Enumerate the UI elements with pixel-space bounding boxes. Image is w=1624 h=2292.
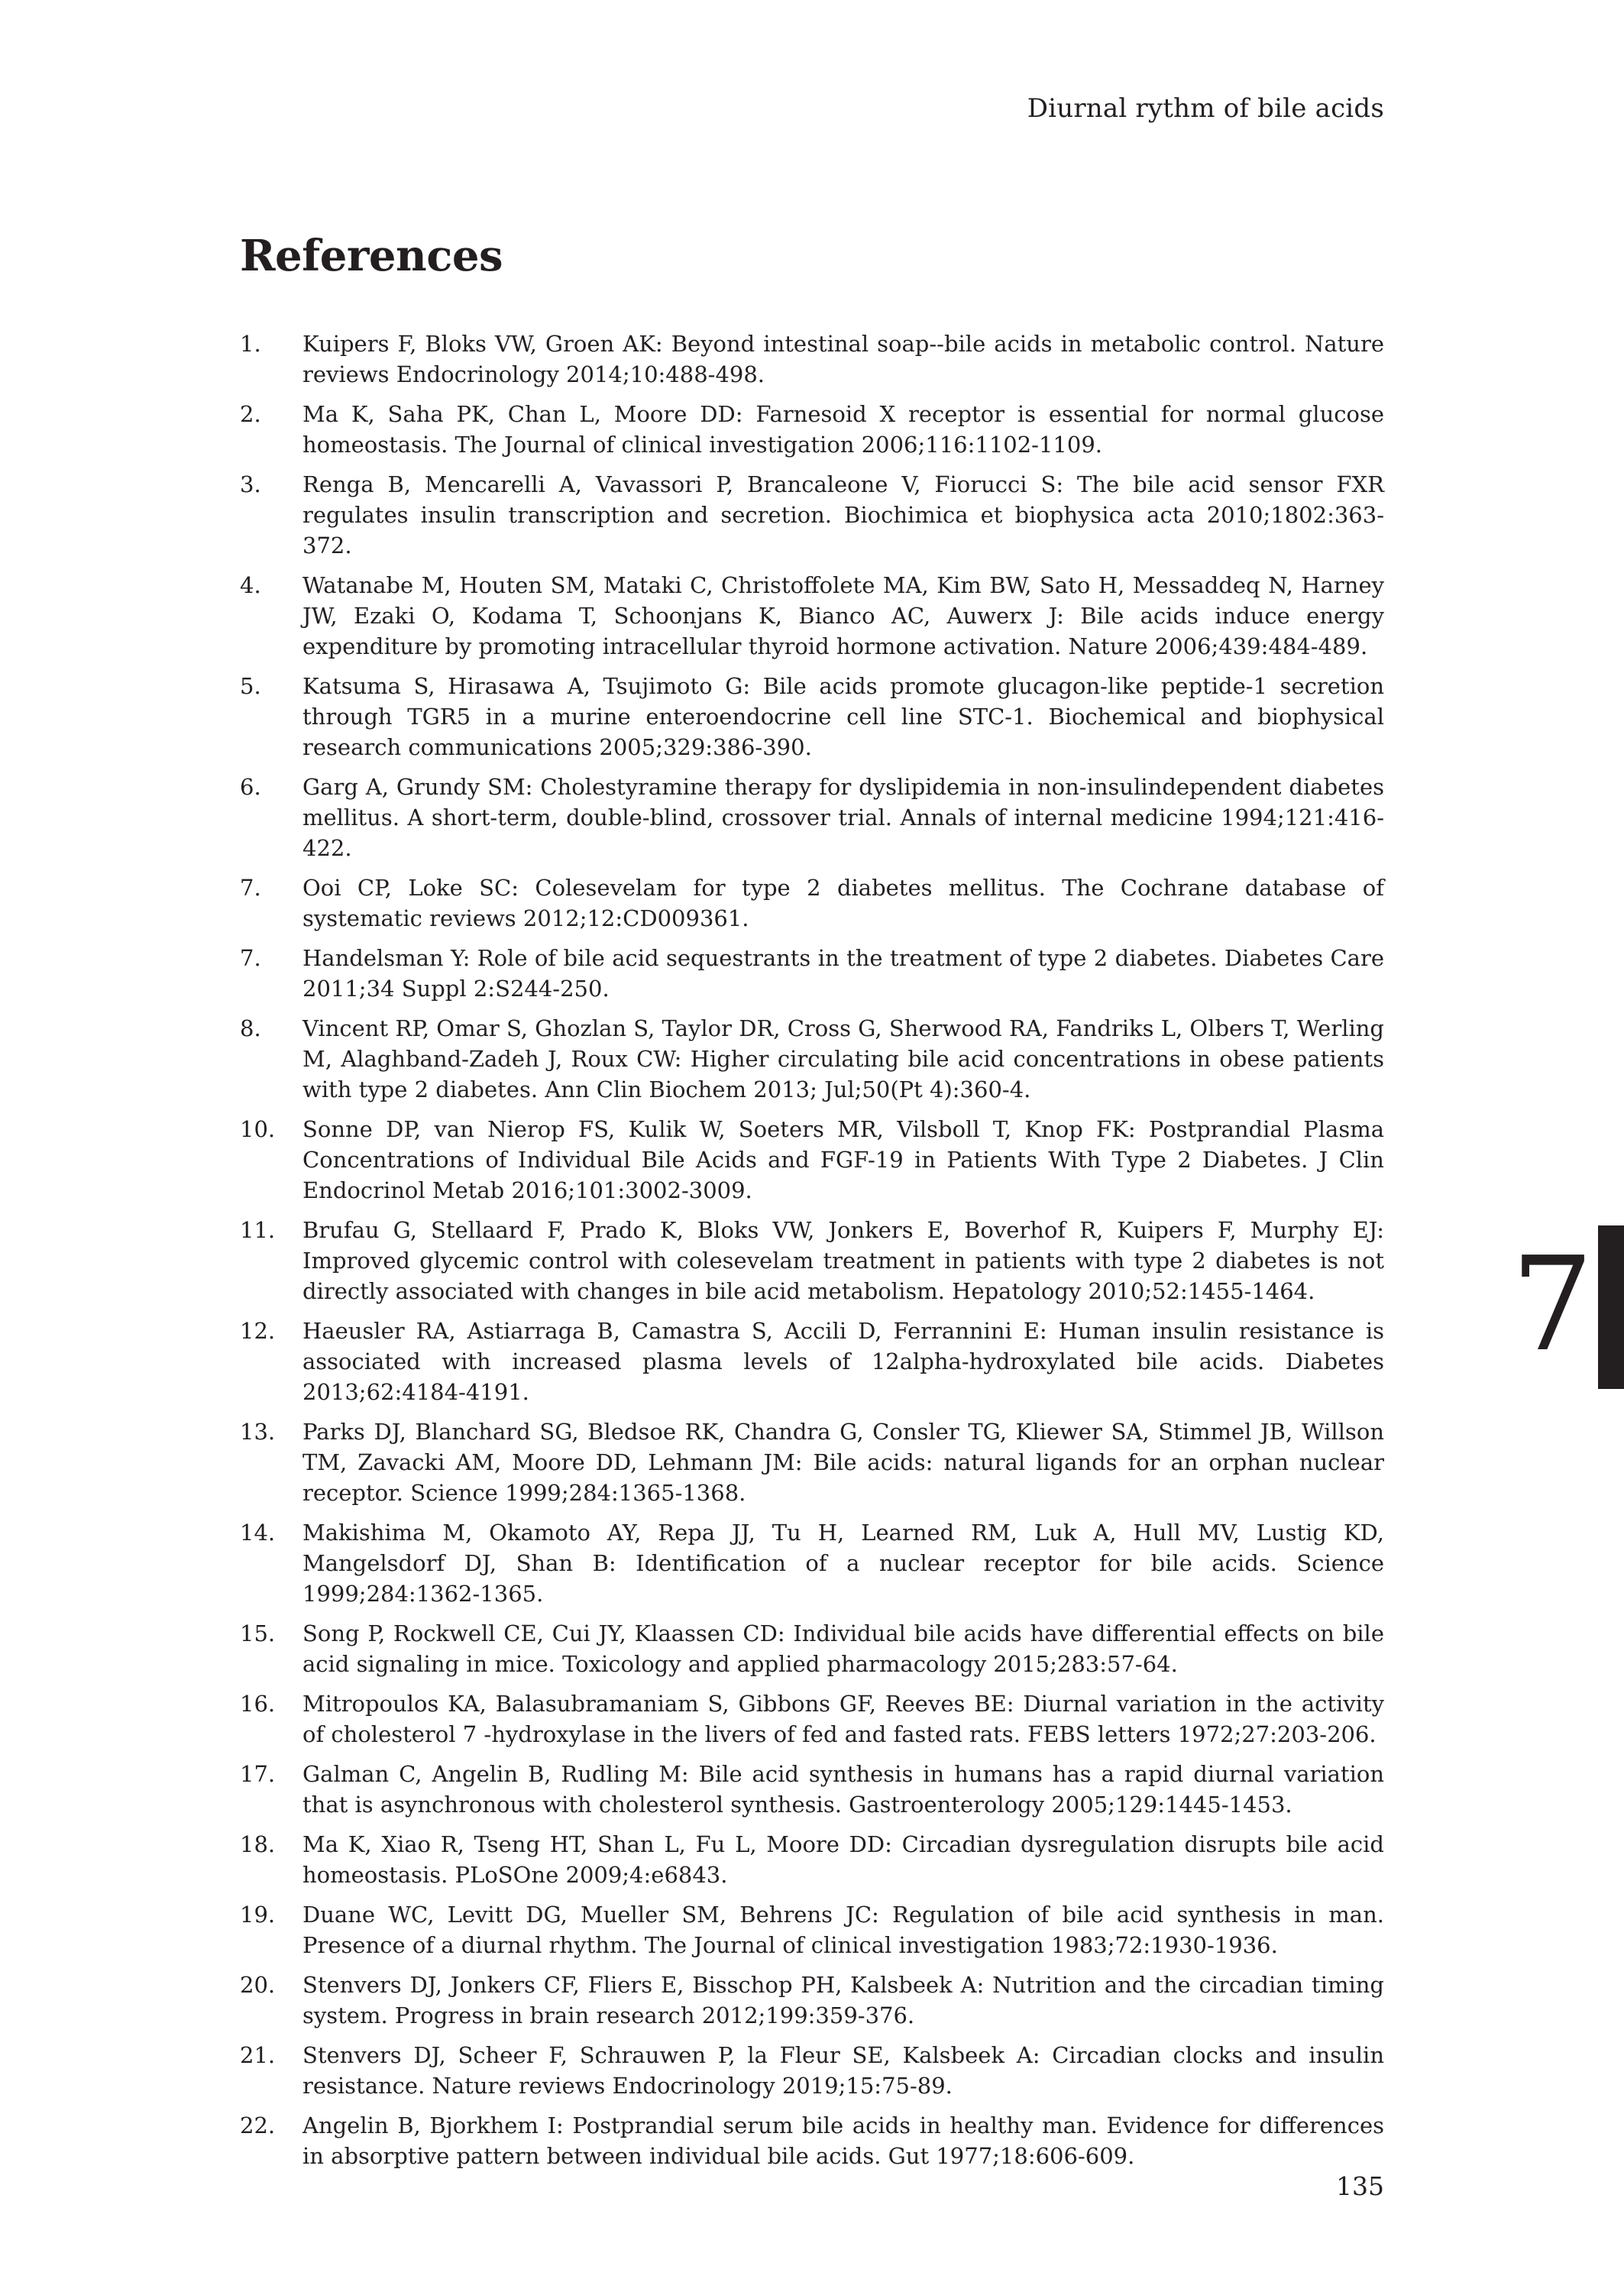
reference-number: 5. (240, 673, 261, 699)
reference-list (240, 329, 1384, 2180)
reference-item (240, 1829, 1384, 1890)
reference-item (240, 872, 1384, 934)
reference-number: 12. (240, 1318, 276, 1344)
reference-item (240, 1899, 1384, 1960)
reference-item (240, 1114, 1384, 1206)
reference-text: Song P, Rockwell CE, Cui JY, Klaassen CD: Individual bile acids have differential effects on bile acid signaling in mice. Toxicology and applied pharmacology 2015;283:57-64. (302, 1620, 1384, 1677)
reference-item (240, 469, 1384, 561)
reference-text: Kuipers F, Bloks VW, Groen AK: Beyond intestinal soap--bile acids in metabolic control. Nature reviews Endocrinology 2014;10:488-498. (302, 331, 1384, 387)
reference-text: Haeusler RA, Astiarraga B, Camastra S, Accili D, Ferrannini E: Human insulin resistance is associated with increased plasma levels of 12alpha-hydroxylated bile acids. Diabetes 2013;62:4184-4191. (302, 1318, 1384, 1405)
reference-number: 14. (240, 1520, 276, 1546)
reference-text: Katsuma S, Hirasawa A, Tsujimoto G: Bile acids promote glucagon-like peptide-1 secretion through TGR5 in a murine enteroendocrine cell line STC-1. Biochemical and biophysical research communications 2005;329:386-390. (302, 673, 1384, 760)
reference-text: Renga B, Mencarelli A, Vavassori P, Brancaleone V, Fiorucci S: The bile acid sensor FXR regulates insulin transcription and secretion. Biochimica et biophysica acta 2010;1802:363-372. (302, 471, 1384, 558)
reference-item (240, 399, 1384, 460)
chapter-tab-marker (1598, 1225, 1624, 1389)
reference-text: Ma K, Xiao R, Tseng HT, Shan L, Fu L, Moore DD: Circadian dysregulation disrupts bile acid homeostasis. PLoSOne 2009;4:e6843. (302, 1831, 1384, 1888)
reference-item (240, 1316, 1384, 1407)
reference-item (240, 943, 1384, 1004)
reference-text: Ooi CP, Loke SC: Colesevelam for type 2 diabetes mellitus. The Cochrane database of systematic reviews 2012;12:CD009361. (302, 875, 1384, 931)
reference-item (240, 772, 1384, 863)
reference-number: 16. (240, 1691, 276, 1717)
reference-text: Vincent RP, Omar S, Ghozlan S, Taylor DR, Cross G, Sherwood RA, Fandriks L, Olbers T, Werling M, Alaghband-Zadeh J, Roux CW: Higher circulating bile acid concentrations in obese patients with type 2 diabetes. Ann Clin Biochem 2013; Jul;50(Pt 4):360-4. (302, 1015, 1384, 1102)
reference-number: 21. (240, 2042, 276, 2068)
reference-number: 19. (240, 1902, 276, 1928)
chapter-number: 7 (1511, 1229, 1594, 1381)
reference-item (240, 570, 1384, 662)
reference-number: 15. (240, 1620, 276, 1646)
reference-text: Galman C, Angelin B, Rudling M: Bile acid synthesis in humans has a rapid diurnal variation that is asynchronous with cholesterol synthesis. Gastroenterology 2005;129:1445-1453. (302, 1761, 1384, 1818)
reference-item (240, 1970, 1384, 2031)
reference-text: Garg A, Grundy SM: Cholestyramine therapy for dyslipidemia in non-insulindependent diabetes mellitus. A short-term, double-blind, crossover trial. Annals of internal medicine 1994;121:416-422. (302, 774, 1384, 861)
reference-number: 7. (240, 875, 261, 901)
reference-number: 17. (240, 1761, 276, 1787)
reference-item (240, 671, 1384, 762)
reference-item (240, 2110, 1384, 2171)
reference-item (240, 1688, 1384, 1750)
reference-text: Ma K, Saha PK, Chan L, Moore DD: Farnesoid X receptor is essential for normal glucose homeostasis. The Journal of clinical investigation 2006;116:1102-1109. (302, 401, 1384, 458)
reference-number: 7. (240, 945, 261, 971)
reference-number: 13. (240, 1419, 276, 1445)
reference-item (240, 329, 1384, 390)
section-title: References (240, 231, 503, 281)
reference-item (240, 1618, 1384, 1679)
reference-number: 6. (240, 774, 261, 800)
reference-item (240, 1215, 1384, 1306)
reference-number: 10. (240, 1116, 276, 1142)
reference-text: Stenvers DJ, Scheer F, Schrauwen P, la Fleur SE, Kalsbeek A: Circadian clocks and insulin resistance. Nature reviews Endocrinology 2019;15:75-89. (302, 2042, 1384, 2099)
reference-number: 2. (240, 401, 261, 427)
reference-text: Duane WC, Levitt DG, Mueller SM, Behrens JC: Regulation of bile acid synthesis in man. Presence of a diurnal rhythm. The Journal of clinical investigation 1983;72:1930-1936. (302, 1902, 1384, 1958)
reference-number: 18. (240, 1831, 276, 1857)
page-number: 135 (1336, 2171, 1384, 2201)
running-header: Diurnal rythm of bile acids (1027, 93, 1384, 124)
reference-number: 22. (240, 2112, 276, 2138)
reference-text: Makishima M, Okamoto AY, Repa JJ, Tu H, Learned RM, Luk A, Hull MV, Lustig KD, Mangelsdorf DJ, Shan B: Identification of a nuclear receptor for bile acids. Science 1999;284:1362-1365. (302, 1520, 1384, 1607)
reference-item (240, 2040, 1384, 2101)
reference-text: Watanabe M, Houten SM, Mataki C, Christoffolete MA, Kim BW, Sato H, Messaddeq N, Harney JW, Ezaki O, Kodama T, Schoonjans K, Bianco AC, Auwerx J: Bile acids induce energy expenditure by promoting intracellular thyroid hormone activation. Nature 2006;439:484-489. (302, 572, 1384, 659)
reference-number: 20. (240, 1972, 276, 1998)
reference-number: 11. (240, 1217, 276, 1243)
reference-text: Parks DJ, Blanchard SG, Bledsoe RK, Chandra G, Consler TG, Kliewer SA, Stimmel JB, Willson TM, Zavacki AM, Moore DD, Lehmann JM: Bile acids: natural ligands for an orphan nuclear receptor. Science 1999;284:1365-1368. (302, 1419, 1384, 1506)
reference-number: 1. (240, 331, 261, 357)
reference-text: Stenvers DJ, Jonkers CF, Fliers E, Bisschop PH, Kalsbeek A: Nutrition and the circadian timing system. Progress in brain research 2012;199:359-376. (302, 1972, 1384, 2028)
reference-number: 4. (240, 572, 261, 598)
reference-text: Brufau G, Stellaard F, Prado K, Bloks VW, Jonkers E, Boverhof R, Kuipers F, Murphy EJ: Improved glycemic control with colesevelam treatment in patients with type 2 diabetes is not directly associated with changes in bile acid metabolism. Hepatology 2010;52:1455-1464. (302, 1217, 1384, 1304)
reference-text: Angelin B, Bjorkhem I: Postprandial serum bile acids in healthy man. Evidence for differences in absorptive pattern between individual bile acids. Gut 1977;18:606-609. (302, 2112, 1384, 2169)
reference-text: Sonne DP, van Nierop FS, Kulik W, Soeters MR, Vilsboll T, Knop FK: Postprandial Plasma Concentrations of Individual Bile Acids and FGF-19 in Patients With Type 2 Diabetes. J Clin Endocrinol Metab 2016;101:3002-3009. (302, 1116, 1384, 1203)
reference-number: 3. (240, 471, 261, 497)
reference-item (240, 1517, 1384, 1609)
reference-number: 8. (240, 1015, 261, 1041)
reference-text: Handelsman Y: Role of bile acid sequestrants in the treatment of type 2 diabetes. Diabetes Care 2011;34 Suppl 2:S244-250. (302, 945, 1384, 1002)
reference-item (240, 1416, 1384, 1508)
reference-item (240, 1013, 1384, 1105)
reference-text: Mitropoulos KA, Balasubramaniam S, Gibbons GF, Reeves BE: Diurnal variation in the activity of cholesterol 7 -hydroxylase in the livers of fed and fasted rats. FEBS letters 1972;27:203-206. (302, 1691, 1384, 1747)
reference-item (240, 1759, 1384, 1820)
